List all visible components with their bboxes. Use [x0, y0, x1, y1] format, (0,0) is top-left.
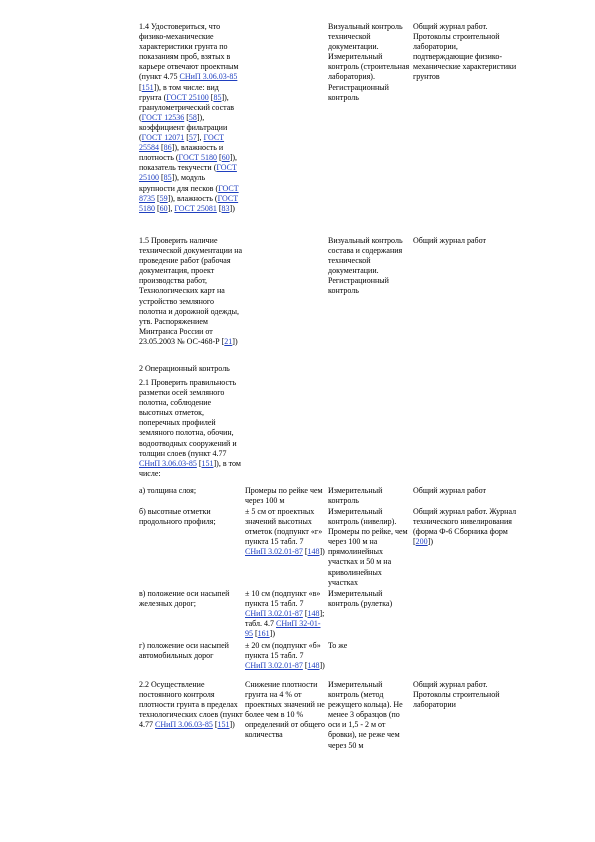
reference-link[interactable]: СНиП 3.02.01-87 [245, 661, 303, 671]
row-2-1-g-control-method: То же [328, 641, 348, 650]
text-segment: ], [167, 203, 175, 213]
text-segment: а) толщина слоя; [139, 486, 197, 495]
row-2-1-b-tolerance [245, 507, 325, 557]
reference-link[interactable]: 86 [163, 143, 172, 153]
reference-link[interactable]: ГОСТ 5180 [139, 193, 239, 213]
row-2-1-requirement [139, 378, 243, 479]
reference-link[interactable]: СНиП 32-01-95 [245, 619, 321, 639]
text-segment: [ [217, 153, 222, 163]
reference-link[interactable]: 148 [307, 661, 320, 671]
text-segment: Снижение плотности грунта на 4 % от проектных значений не более чем в 10 % определений от общего количества [245, 680, 325, 740]
row-2-1-a-documentation: Общий журнал работ [413, 486, 487, 495]
text-segment: 1.5 Проверить наличие технической документации на проведение работ (рабочая документация, проект производства работ, Технологических карт на устройство земляного полотна и дорожной одежды, утв. Распоряжением Минтранса России от 23.05.2003 № ОС-468-Р [ [139, 236, 243, 346]
text-segment: ]), модуль крупности для песков ( [139, 173, 219, 193]
text-segment: ± 5 см от проектных значений высотных отметок (подпункт «г» пункта 15 табл. 7 [245, 507, 323, 547]
text-segment: [ [253, 629, 258, 639]
reference-link[interactable]: 151 [217, 720, 230, 730]
text-segment: ]), коэффициент фильтрации ( [139, 112, 228, 143]
reference-link[interactable]: 148 [307, 609, 320, 619]
text-segment: [ [139, 82, 142, 92]
reference-link[interactable]: 151 [141, 82, 154, 92]
row-2-1-b-control-method: Измерительный контроль (нивелир). Промеры по рейке, чем через 100 м на прямолинейных участках и 50 м на криволинейных участках [328, 507, 408, 587]
text-segment: ]), показатель текучести ( [139, 153, 238, 173]
text-segment: [ [196, 458, 202, 468]
reference-link[interactable]: ГОСТ 25584 [139, 133, 225, 153]
text-segment: Промеры по рейке чем через 100 м [245, 486, 323, 506]
reference-link[interactable]: 148 [307, 547, 320, 557]
row-2-1-a-requirement [139, 486, 243, 496]
reference-link[interactable]: 57 [188, 133, 197, 143]
text-segment: ± 10 см (подпункт «в» пункта 15 табл. 7 [245, 589, 321, 609]
text-segment: ]) [427, 537, 433, 547]
reference-link[interactable]: 200 [415, 537, 428, 547]
row-2-1-v-requirement [139, 589, 243, 609]
row-2-1-b-requirement [139, 507, 243, 527]
reference-link[interactable]: СНиП 3.06.03-85 [139, 458, 197, 468]
text-segment: [ [302, 547, 308, 557]
reference-link[interactable]: ГОСТ 25081 [174, 203, 217, 213]
text-segment: [ [155, 203, 160, 213]
reference-link[interactable]: 151 [201, 458, 214, 468]
reference-link[interactable]: СНиП 3.06.03-85 [155, 720, 213, 730]
row-1-5-requirement [139, 236, 243, 347]
text-segment: ]) [319, 661, 325, 671]
row-1-4-requirement [139, 22, 243, 214]
reference-link[interactable]: 60 [159, 203, 168, 213]
row-2-2-requirement [139, 680, 243, 730]
reference-link[interactable]: СНиП 3.02.01-87 [245, 609, 303, 619]
reference-link[interactable]: ГОСТ 25100 [139, 163, 237, 183]
text-segment: [ [184, 133, 189, 143]
text-segment: ]) [319, 547, 325, 557]
reference-link[interactable]: 85 [163, 173, 172, 183]
reference-link[interactable]: 83 [221, 203, 230, 213]
section-heading-operational-control: 2 Операционный контроль [139, 364, 230, 373]
row-2-1-a-control-method: Измерительный контроль [328, 486, 383, 506]
text-segment: ]), влажность ( [167, 193, 218, 203]
row-2-1-b-documentation [413, 507, 517, 547]
text-segment: ]), гранулометрический состав ( [139, 92, 235, 122]
row-1-4-control-method: Визуальный контроль технической документации. Измерительный контроль (строительная лаборатория). Регистрационный контроль [328, 22, 410, 102]
text-segment: 2.2 Осуществление постоянного контроля плотности грунта в пределах технологических слоев (пункт 4.77 [139, 680, 243, 730]
text-segment: [ [212, 720, 218, 730]
reference-link[interactable]: СНиП 3.02.01-87 [245, 547, 303, 557]
reference-link[interactable]: ГОСТ 12536 [141, 112, 185, 122]
reference-link[interactable]: 161 [257, 629, 270, 639]
row-1-5-control-method: Визуальный контроль состава и содержания технической документации. Регистрационный контроль [328, 236, 403, 296]
text-segment: [ [159, 143, 164, 153]
text-segment: ], [196, 133, 204, 143]
text-segment: [ [159, 173, 164, 183]
text-segment: [ [302, 661, 308, 671]
row-2-1-g-requirement [139, 641, 243, 661]
text-segment: б) высотные отметки продольного профиля; [139, 507, 216, 527]
text-segment: ]) [229, 720, 235, 730]
text-segment: 1.4 Удостовериться, что физико-механические характеристики грунта по показаниям проб, взятых в карьере отвечают проектным (пункт 4.75 [139, 22, 239, 82]
text-segment: ]), влажность и плотность ( [139, 143, 224, 163]
text-segment: ± 20 см (подпункт «б» пункта 15 табл. 7 [245, 641, 321, 661]
text-segment: [ [184, 112, 189, 122]
text-segment: ]; табл. 4.7 [245, 609, 325, 629]
text-segment: [ [216, 203, 222, 213]
row-2-2-documentation: Общий журнал работ. Протоколы строительной лаборатории [413, 680, 500, 710]
reference-link[interactable]: ГОСТ 5180 [178, 153, 218, 163]
text-segment: [ [208, 92, 214, 102]
text-segment: Общий журнал работ. Журнал технического нивелирования (форма Ф-6 Сборника форм [ [413, 507, 517, 547]
text-segment: ]) [229, 203, 235, 213]
text-segment: ]) [269, 629, 275, 639]
reference-link[interactable]: 58 [188, 112, 197, 122]
text-segment: ]) [232, 336, 238, 346]
text-segment: [ [302, 609, 308, 619]
row-2-2-tolerance [245, 680, 325, 741]
row-2-1-g-tolerance [245, 641, 325, 671]
row-2-1-a-tolerance [245, 486, 325, 506]
text-segment: [ [155, 193, 160, 203]
row-2-1-v-control-method: Измерительный контроль (рулетка) [328, 589, 393, 609]
reference-link[interactable]: 85 [213, 92, 222, 102]
row-2-1-v-tolerance [245, 589, 325, 639]
reference-link[interactable]: 59 [159, 193, 168, 203]
reference-link[interactable]: СНиП 3.06.03-85 [179, 72, 238, 82]
text-segment: в) положение оси насыпей железных дорог; [139, 589, 230, 609]
text-segment: 2.1 Проверить правильность разметки осей земляного полотна, соблюдение высотных отметок, поперечных профилей земляного полотна, обочин, водоотводных сооружений и толщин слоев (пункт 4.77 [139, 378, 237, 458]
text-segment: г) положение оси насыпей автомобильных дорог [139, 641, 229, 661]
reference-link[interactable]: 21 [224, 336, 233, 346]
reference-link[interactable]: ГОСТ 12071 [141, 133, 185, 143]
reference-link[interactable]: ГОСТ 8735 [139, 183, 239, 203]
row-1-5-documentation: Общий журнал работ [413, 236, 487, 245]
text-segment: ]), в том числе: вид грунта ( [139, 82, 219, 102]
row-2-2-control-method: Измерительный контроль (метод режущего кольца). Не менее 3 образцов (по оси и 1,5 - 2 м от бровки), не реже чем через 50 м [328, 680, 403, 750]
reference-link[interactable]: 60 [221, 153, 230, 163]
reference-link[interactable]: ГОСТ 25100 [166, 92, 209, 102]
row-1-4-documentation: Общий журнал работ. Протоколы строительной лаборатории, подтверждающие физико-механические характеристики грунтов [413, 22, 517, 82]
text-segment: ]), в том числе: [139, 458, 241, 478]
